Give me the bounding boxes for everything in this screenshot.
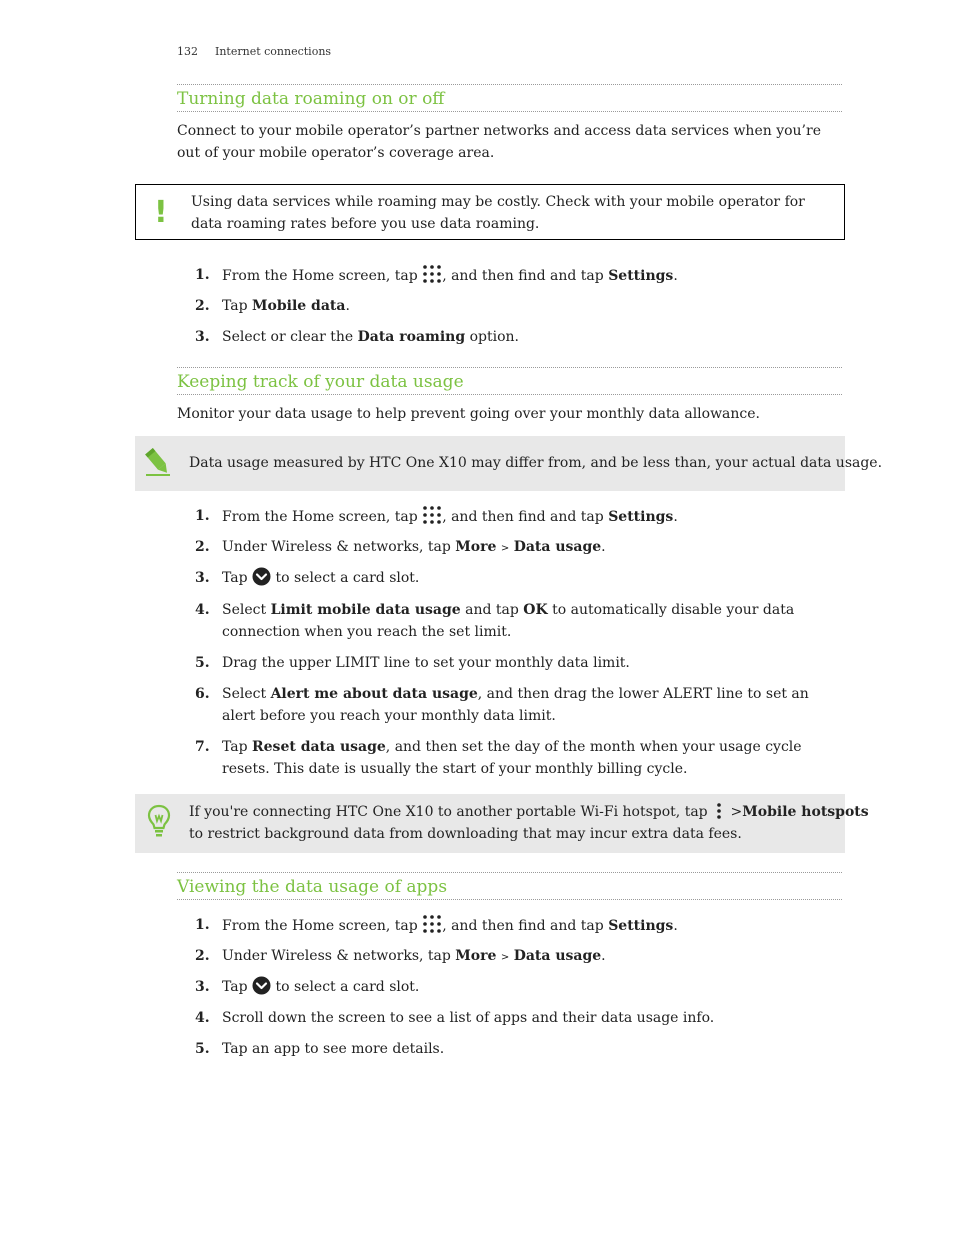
chevron-down-circle-icon <box>252 567 271 586</box>
chevron-down-circle-icon <box>252 976 271 995</box>
warning-text: Using data services while roaming may be costly. Check with your mobile operator for data roaming rates before you use data roaming. <box>191 194 805 232</box>
note-text: Data usage measured by HTC One X10 may differ from, and be less than, your actual data usage. <box>189 455 883 471</box>
exclamation-icon: ! <box>154 195 168 230</box>
tip-text: If you're connecting HTC One X10 to another portable Wi-Fi hotspot, tap >Mobile hotspots to restrict background data from downloading that may incur extra data fees. <box>189 804 869 842</box>
section-title: Viewing the data usage of apps <box>177 877 448 897</box>
apps-icon <box>422 914 442 934</box>
tip-box <box>135 794 869 853</box>
document-page: 132 Internet connections Turning data roaming on or off Connect to your mobile operator’s partner networks and access data services when you’re out of your mobile operator’s coverage area. ! Using data services while roaming may be costly. Check with your mobile operator for data roaming rates before you use data roaming. 1. From the Home screen, tap , and then find and tap Settings. 2. Tap Mobile data. 3. Select or clear the Data roaming option. Keeping track of your data usage Monitor your data usage to help prevent going over your monthly data allowance. Data usage measured by HTC One X10 may differ from, and be less than, your actual data usage. 1. From the Home screen, tap , and then find and tap Settings. 2. Under Wireless & networks, tap More > Data usage. 3. Tap to select a card slot. 4. Select Limit mobile data usage and tap OK to automatically disable your data connection when you reach the set limit. 5. Drag the upper LIMIT line to set your monthly data limit. 6. Select Alert me about data usage, and then drag the lower ALERT line to set an alert before you reach your monthly data limit. 7. Tap Reset data usage, and then set the day of the month when your usage cycle resets. This date is usually the start of your monthly billing cycle. If you're connecting HTC One X10 to another portable Wi-Fi hotspot, tap >Mobile hotspots to restrict background data from downloading that may incur extra data fees. Viewing the data usage of apps 1. From the Home screen, tap , and then find and tap Settings. 2. Under Wireless & networks, tap More > Data usage. 3. Tap to select a card slot. 4. Scroll down the screen to see a list of apps and their data usage info. 5. Tap an app to see more details. <box>0 0 954 1235</box>
section-heading-apps-usage <box>177 872 842 900</box>
chapter-title: Internet connections <box>215 45 332 58</box>
apps-icon <box>422 505 442 525</box>
roaming-intro: Connect to your mobile operator’s partner networks and access data services when you’re out of your mobile operator’s coverage area. <box>177 123 821 161</box>
section-heading-data-usage <box>177 367 842 395</box>
more-vertical-icon <box>712 802 726 820</box>
note-box <box>135 436 883 491</box>
section-title: Keeping track of your data usage <box>177 372 464 392</box>
apps-icon <box>422 264 442 284</box>
pencil-icon <box>143 446 173 478</box>
page-number: 132 <box>177 45 198 58</box>
data-usage-intro: Monitor your data usage to help prevent going over your monthly data allowance. <box>177 406 760 422</box>
section-title: Turning data roaming on or off <box>177 89 445 109</box>
running-head <box>177 45 331 58</box>
warning-box <box>135 184 845 240</box>
lightbulb-icon <box>147 804 171 838</box>
section-heading-roaming <box>177 84 842 112</box>
